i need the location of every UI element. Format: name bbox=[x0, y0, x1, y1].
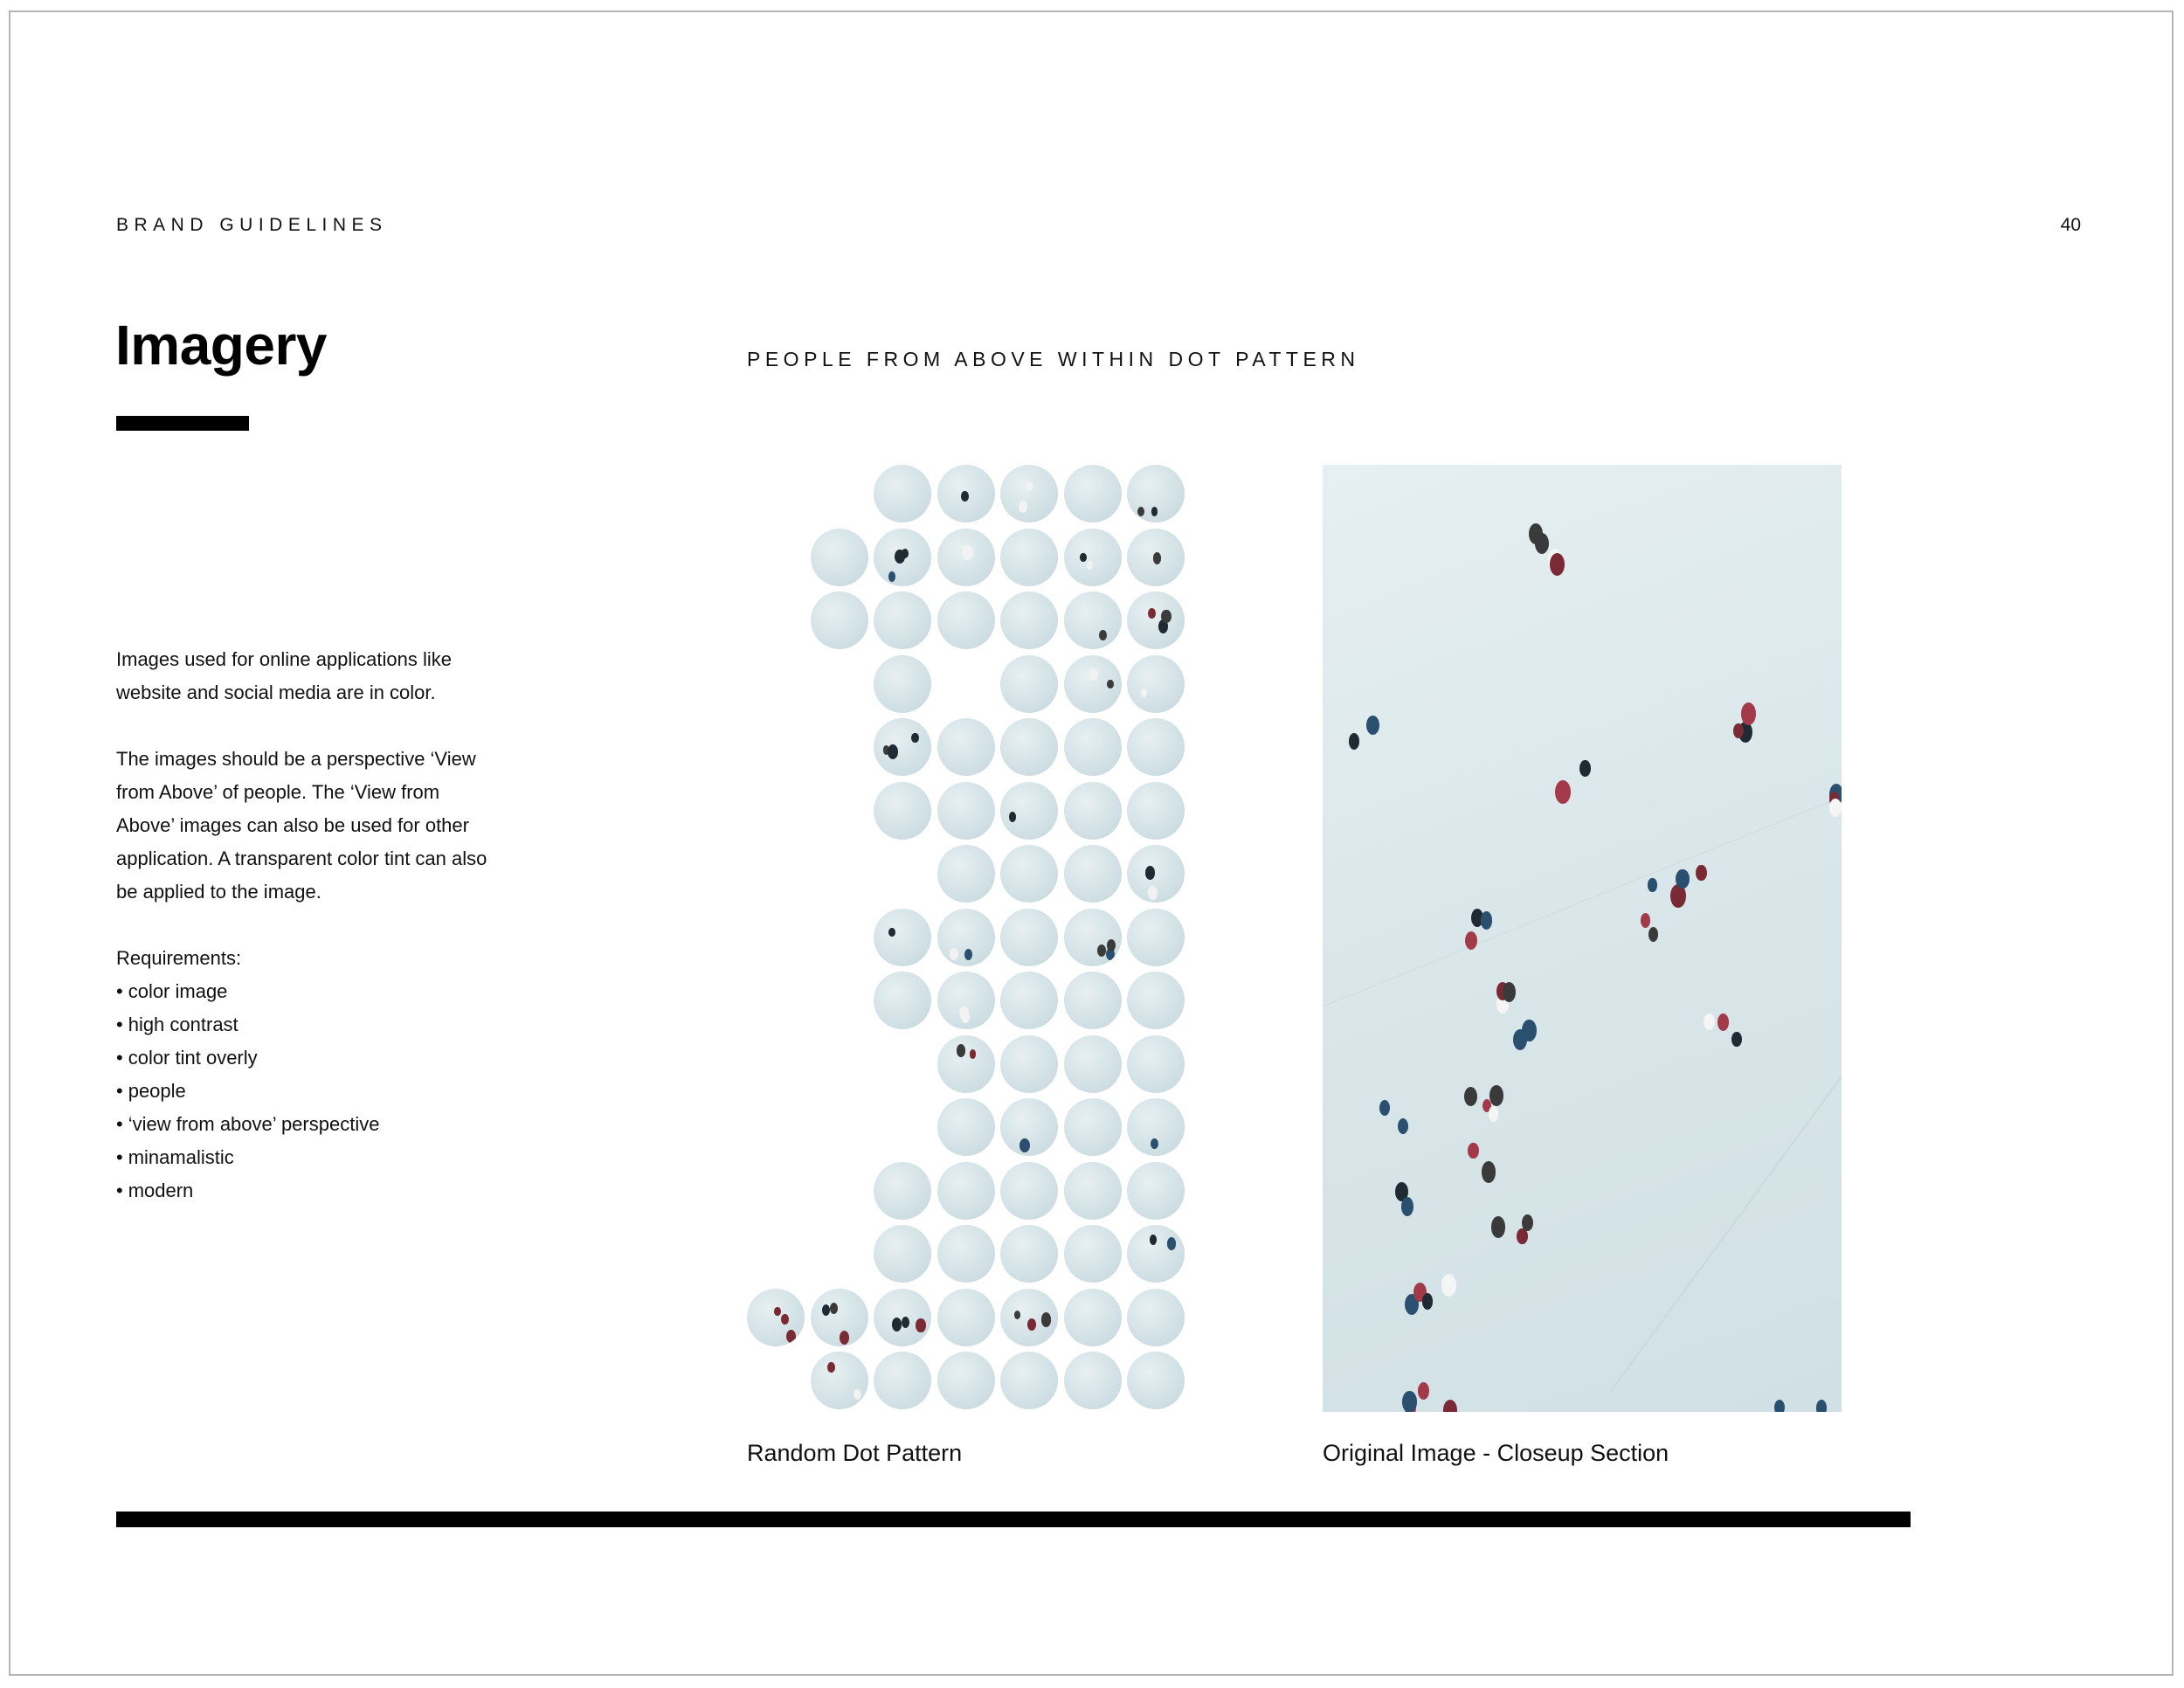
pattern-dot bbox=[1127, 782, 1185, 840]
pattern-dot bbox=[937, 1035, 995, 1093]
pattern-dot bbox=[1127, 718, 1185, 776]
person-figure bbox=[1648, 927, 1658, 942]
pattern-dot bbox=[1000, 1098, 1058, 1156]
person-figure bbox=[1041, 1312, 1052, 1326]
dot-pattern-caption: Random Dot Pattern bbox=[747, 1440, 963, 1466]
pattern-dot bbox=[1064, 1162, 1122, 1220]
person-figure bbox=[1696, 865, 1706, 881]
pattern-dot bbox=[937, 1225, 995, 1283]
person-figure bbox=[962, 545, 972, 560]
pattern-dot bbox=[874, 782, 931, 840]
person-figure bbox=[911, 733, 918, 744]
pattern-dot bbox=[937, 591, 995, 649]
pattern-dot bbox=[1127, 529, 1185, 586]
title-underline-bar bbox=[116, 416, 249, 431]
person-figure bbox=[1026, 481, 1033, 490]
person-figure bbox=[1816, 1400, 1828, 1412]
pattern-dot bbox=[1000, 1035, 1058, 1093]
person-figure bbox=[1150, 1235, 1157, 1245]
pattern-dot bbox=[1000, 1225, 1058, 1283]
pattern-dot bbox=[937, 1352, 995, 1409]
pattern-dot bbox=[1064, 529, 1122, 586]
person-figure bbox=[1019, 1138, 1029, 1152]
pattern-dot bbox=[1127, 1289, 1185, 1346]
pattern-dot bbox=[874, 718, 931, 776]
person-figure bbox=[902, 1317, 909, 1328]
person-figure bbox=[1099, 630, 1107, 640]
person-figure bbox=[1555, 780, 1571, 804]
pattern-dot bbox=[1000, 718, 1058, 776]
person-figure bbox=[964, 949, 972, 960]
pattern-dot bbox=[1000, 591, 1058, 649]
person-figure bbox=[1676, 869, 1689, 889]
person-figure bbox=[1482, 1161, 1496, 1183]
pattern-dot bbox=[1127, 909, 1185, 966]
pattern-dot bbox=[937, 465, 995, 522]
requirements-list bbox=[116, 975, 501, 1207]
pattern-dot bbox=[937, 529, 995, 586]
pattern-dot bbox=[937, 718, 995, 776]
person-figure bbox=[1019, 501, 1026, 512]
person-figure bbox=[1153, 552, 1162, 564]
pattern-dot bbox=[1064, 1289, 1122, 1346]
pattern-dot bbox=[1000, 655, 1058, 713]
person-figure bbox=[1087, 561, 1093, 570]
person-figure bbox=[888, 571, 896, 582]
person-figure bbox=[950, 948, 958, 959]
pattern-dot bbox=[874, 465, 931, 522]
perspective-paragraph: The images should be a perspective ‘View from Above’ of people. The ‘View from Above’ images can also be used for other application. A transparent color tint can also be applied to the image. bbox=[116, 748, 487, 903]
page-number: 40 bbox=[2060, 215, 2081, 235]
pattern-dot bbox=[1064, 1035, 1122, 1093]
footer-rule bbox=[116, 1512, 1911, 1527]
person-figure bbox=[1829, 799, 1842, 817]
pattern-dot bbox=[1064, 655, 1122, 713]
person-figure bbox=[1733, 723, 1743, 738]
pattern-dot bbox=[1064, 845, 1122, 903]
person-figure bbox=[1491, 1216, 1506, 1238]
pattern-dot bbox=[937, 909, 995, 966]
person-figure bbox=[1148, 886, 1158, 900]
pattern-dot bbox=[1064, 591, 1122, 649]
requirement-item: • color image bbox=[116, 975, 501, 1008]
person-figure bbox=[840, 1331, 849, 1345]
person-figure bbox=[1535, 533, 1549, 554]
person-figure bbox=[1107, 680, 1114, 689]
person-figure bbox=[1097, 944, 1106, 957]
pattern-dot bbox=[1000, 972, 1058, 1029]
person-figure bbox=[827, 1362, 834, 1373]
person-figure bbox=[888, 744, 898, 759]
pattern-dot bbox=[874, 591, 931, 649]
person-figure bbox=[774, 1307, 780, 1316]
person-figure bbox=[786, 1330, 796, 1343]
requirement-item: • minamalistic bbox=[116, 1141, 501, 1174]
requirement-item: • people bbox=[116, 1075, 501, 1108]
pattern-dot bbox=[1000, 465, 1058, 522]
person-figure bbox=[892, 1318, 902, 1332]
pattern-dot bbox=[1000, 1162, 1058, 1220]
requirement-item: • modern bbox=[116, 1174, 501, 1207]
pattern-dot bbox=[747, 1289, 805, 1346]
person-figure bbox=[1489, 1085, 1503, 1105]
person-figure bbox=[1648, 878, 1656, 891]
pattern-dot bbox=[874, 1225, 931, 1283]
pattern-dot bbox=[1000, 845, 1058, 903]
header-label: BRAND GUIDELINES bbox=[116, 215, 388, 235]
person-figure bbox=[1089, 668, 1098, 681]
pattern-dot bbox=[937, 1098, 995, 1156]
pattern-dot bbox=[1064, 1098, 1122, 1156]
pattern-dot bbox=[874, 1289, 931, 1346]
pattern-dot bbox=[874, 655, 931, 713]
person-figure bbox=[1379, 1100, 1390, 1116]
person-figure bbox=[1465, 931, 1477, 950]
section-title: Imagery bbox=[115, 314, 327, 377]
person-figure bbox=[1422, 1293, 1434, 1310]
pattern-dot bbox=[1127, 972, 1185, 1029]
pattern-dot bbox=[937, 1162, 995, 1220]
person-figure bbox=[1080, 553, 1087, 563]
person-figure bbox=[961, 491, 968, 502]
person-figure bbox=[1027, 1318, 1036, 1331]
person-figure bbox=[957, 1044, 965, 1056]
requirement-item: • color tint overly bbox=[116, 1041, 501, 1075]
pattern-dot bbox=[1000, 1352, 1058, 1409]
pattern-dot bbox=[1064, 718, 1122, 776]
pattern-dot bbox=[1127, 465, 1185, 522]
person-figure bbox=[822, 1304, 830, 1316]
person-figure bbox=[1137, 507, 1144, 516]
pattern-dot bbox=[811, 1352, 868, 1409]
person-figure bbox=[854, 1389, 861, 1401]
pattern-dot bbox=[1064, 909, 1122, 966]
person-figure bbox=[1151, 1138, 1158, 1150]
person-figure bbox=[1107, 939, 1116, 951]
pattern-dot bbox=[1127, 1035, 1185, 1093]
pattern-dot bbox=[811, 529, 868, 586]
pattern-dot bbox=[1127, 1225, 1185, 1283]
person-figure bbox=[1774, 1400, 1785, 1412]
person-figure bbox=[1167, 1237, 1176, 1249]
requirement-item: • high contrast bbox=[116, 1008, 501, 1041]
person-figure bbox=[1579, 760, 1590, 777]
pattern-dot bbox=[1000, 909, 1058, 966]
pattern-dot bbox=[937, 782, 995, 840]
random-dot-pattern-image bbox=[747, 465, 1201, 1419]
pattern-dot bbox=[811, 1289, 868, 1346]
person-figure bbox=[1704, 1013, 1715, 1030]
pattern-dot bbox=[874, 909, 931, 966]
pattern-dot bbox=[1127, 1098, 1185, 1156]
pattern-dot bbox=[937, 972, 995, 1029]
pattern-dot bbox=[811, 591, 868, 649]
pattern-dot bbox=[1064, 782, 1122, 840]
pattern-dot bbox=[1064, 1352, 1122, 1409]
pattern-dot bbox=[937, 1289, 995, 1346]
intro-paragraph: Images used for online applications like website and social media are in color. bbox=[116, 648, 453, 703]
requirement-item: • ‘view from above’ perspective bbox=[116, 1108, 501, 1141]
body-copy bbox=[116, 643, 501, 1207]
person-figure bbox=[1014, 1311, 1021, 1320]
person-figure bbox=[1349, 733, 1359, 750]
pattern-dot bbox=[1064, 972, 1122, 1029]
person-figure bbox=[1141, 688, 1147, 697]
figure-subheading: PEOPLE FROM ABOVE WITHIN DOT PATTERN bbox=[747, 348, 1360, 370]
pattern-dot bbox=[1127, 591, 1185, 649]
person-figure bbox=[1441, 1274, 1456, 1297]
person-figure bbox=[888, 928, 895, 937]
original-image-caption: Original Image - Closeup Section bbox=[1323, 1440, 1669, 1466]
person-figure bbox=[970, 1049, 977, 1059]
person-figure bbox=[1161, 610, 1171, 624]
person-figure bbox=[1402, 1391, 1416, 1412]
person-figure bbox=[1468, 1143, 1479, 1159]
pattern-dot bbox=[1000, 1289, 1058, 1346]
pattern-dot bbox=[1127, 845, 1185, 903]
photo-texture bbox=[1323, 465, 1842, 1412]
person-figure bbox=[1145, 866, 1155, 879]
person-figure bbox=[1009, 812, 1016, 821]
pattern-dot bbox=[1064, 465, 1122, 522]
person-figure bbox=[1550, 553, 1565, 576]
pattern-dot bbox=[1127, 655, 1185, 713]
requirements-heading: Requirements: bbox=[116, 947, 242, 969]
pattern-dot bbox=[937, 845, 995, 903]
pattern-dot bbox=[1000, 782, 1058, 840]
pattern-dot bbox=[1127, 1352, 1185, 1409]
person-figure bbox=[1741, 702, 1756, 725]
pattern-dot bbox=[1064, 1225, 1122, 1283]
pattern-dot bbox=[1127, 1162, 1185, 1220]
original-image-closeup bbox=[1323, 465, 1842, 1412]
person-figure bbox=[916, 1318, 925, 1332]
person-figure bbox=[1148, 608, 1156, 619]
person-figure bbox=[781, 1314, 788, 1325]
person-figure bbox=[895, 550, 905, 564]
person-figure bbox=[1401, 1197, 1414, 1216]
person-figure bbox=[830, 1303, 838, 1314]
pattern-dot bbox=[874, 972, 931, 1029]
pattern-dot bbox=[874, 529, 931, 586]
pattern-dot bbox=[1000, 529, 1058, 586]
person-figure bbox=[1151, 507, 1158, 516]
pattern-dot bbox=[874, 1352, 931, 1409]
pattern-dot bbox=[874, 1162, 931, 1220]
person-figure bbox=[1731, 1032, 1741, 1047]
person-figure bbox=[961, 1011, 970, 1023]
